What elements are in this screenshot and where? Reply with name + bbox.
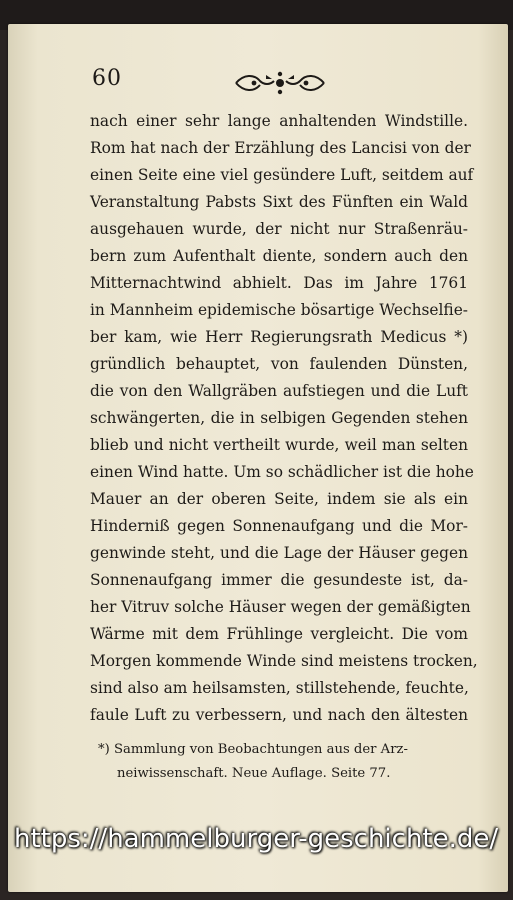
footnote-line-1 (90, 738, 468, 762)
text-line: Rom hat nach der Erzählung des Lancisi von der (90, 139, 471, 157)
text-line: Veranstaltung Pabsts Sixt des Fünften ein Wald (90, 193, 468, 211)
text-line: Sonnenaufgang immer die gesundeste ist, da- (90, 571, 468, 589)
text-line: schwängerten, die in selbigen Gegenden stehen (90, 409, 468, 427)
footnote-text-1: Sammlung von Beobachtungen aus der Arz- (113, 742, 408, 757)
body-text (90, 108, 478, 729)
text-line: einen Seite eine viel gesündere Luft, seitdem auf (90, 166, 474, 184)
footnote (90, 738, 468, 786)
watermark-url: https://hammelburger-geschichte.de/ (14, 824, 499, 854)
text-line: Morgen kommende Winde sind meistens trocken, (90, 652, 478, 670)
text-line: Hinderniß gegen Sonnenaufgang und die Mor- (90, 517, 468, 535)
text-line: genwinde steht, und die Lage der Häuser gegen (90, 544, 468, 562)
text-line: sind also am heilsamsten, stillstehende, feuchte, (90, 679, 469, 697)
text-line: bern zum Aufenthalt diente, sondern auch den (90, 247, 468, 265)
flourish-ornament-icon (232, 70, 328, 96)
text-line: ber kam, wie Herr Regierungsrath Medicus *) (90, 328, 468, 346)
text-line: gründlich behauptet, von faulenden Dünsten, (90, 355, 468, 373)
text-line: die von den Wallgräben aufstiegen und die Luft (90, 382, 468, 400)
text-line: Mitternachtwind abhielt. Das im Jahre 1761 (90, 274, 468, 292)
text-line: her Vitruv solche Häuser wegen der gemäßigten (90, 598, 471, 616)
footnote-marker: *) (98, 742, 110, 757)
text-line: Wärme mit dem Frühlinge vergleicht. Die vom (90, 625, 468, 643)
text-line: in Mannheim epidemische bösartige Wechselfie- (90, 301, 468, 319)
text-line: blieb und nicht vertheilt wurde, weil man selten (90, 436, 468, 454)
text-line: einen Wind hatte. Um so schädlicher ist die hohe (90, 463, 474, 481)
text-line: Mauer an der oberen Seite, indem sie als ein (90, 490, 468, 508)
text-line: ausgehauen wurde, der nicht nur Straßenräu- (90, 220, 468, 238)
page-number: 60 (92, 66, 122, 91)
text-line: faule Luft zu verbessern, und nach den ältesten (90, 706, 468, 724)
text-line: nach einer sehr lange anhaltenden Windstille. (90, 112, 468, 130)
footnote-text-2: neiwissenschaft. Neue Auflage. Seite 77. (117, 766, 391, 781)
